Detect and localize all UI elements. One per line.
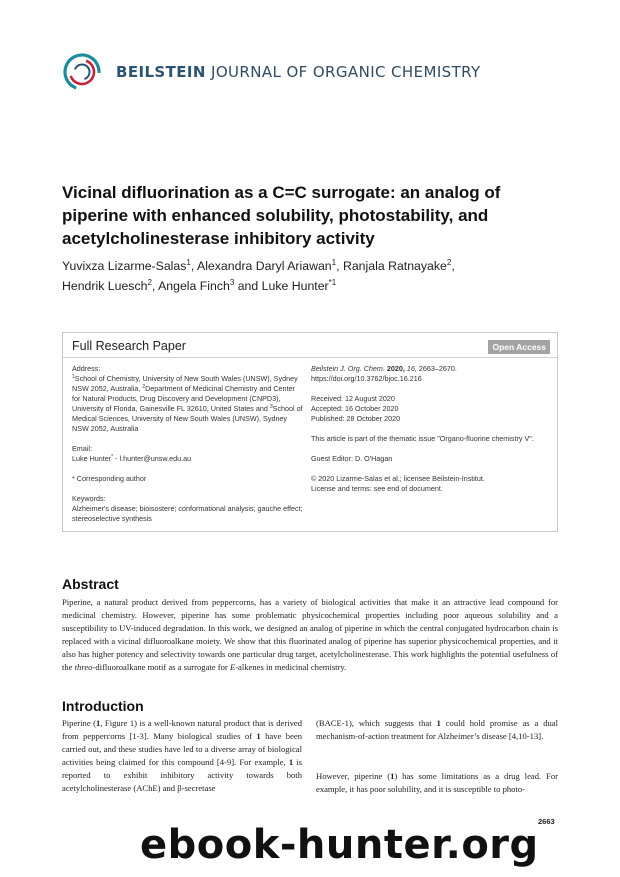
author-affiliation: 3 (229, 278, 235, 287)
intro-text-part: ) has some limitations as a drug lead. For example, it has poor solubility, and it is susceptible to photo- (316, 771, 558, 794)
compound-ref: 1 (96, 718, 101, 728)
author-name: Yuvixza Lizarme-Salas (62, 259, 187, 273)
author-separator: , (190, 259, 197, 273)
citation-year: 2020, (386, 364, 405, 373)
affiliation-marker: 3 (269, 404, 273, 410)
author-affiliation: 2 (147, 278, 152, 287)
introduction-right-column-p2 (316, 770, 558, 796)
author-affiliation: 1 (331, 258, 337, 267)
info-left-column (72, 364, 304, 524)
page-number: 2663 (538, 817, 555, 826)
address-label: Address: (72, 364, 101, 373)
intro-text-part: (BACE-1), which suggests that (316, 718, 437, 728)
introduction-right-column-p1 (316, 717, 558, 743)
affiliation-text: School of Medical Sciences, University of New South Wales (UNSW), Sydney NSW 2052, Australia (72, 404, 303, 433)
affiliation-marker: 1 (72, 374, 75, 380)
email-address: - l.hunter@unsw.edu.au (113, 454, 192, 463)
author-affiliation: *1 (328, 278, 337, 287)
author-separator: , (451, 259, 455, 273)
license-line: License and terms: see end of document. (311, 484, 443, 493)
beilstein-logo-icon (62, 52, 102, 92)
intro-text-part: is reported to exhibit inhibitory activity towards both acetylcholinesterase (AChE) and β-secretase (62, 757, 302, 793)
email-label: Email: (72, 444, 92, 453)
compound-ref: 1 (256, 731, 261, 741)
published-date: Published: 28 October 2020 (311, 414, 401, 423)
author-affiliation: 1 (186, 258, 191, 267)
citation (311, 364, 553, 374)
article-info-box (62, 332, 558, 532)
affiliation-marker: 2 (142, 384, 146, 390)
article-type: Full Research Paper (72, 339, 186, 353)
accepted-date: Accepted: 16 October 2020 (311, 404, 399, 413)
abstract-text-part: -alkenes in medicinal chemistry. (235, 662, 347, 672)
thematic-issue-note: This article is part of the thematic issue "Organo-fluorine chemistry V". (311, 434, 534, 443)
address-text (72, 374, 304, 434)
abstract-heading: Abstract (62, 576, 119, 592)
intro-text-part: However, piperine ( (316, 771, 391, 781)
email-author: Luke Hunter (72, 454, 112, 463)
citation-journal: Beilstein J. Org. Chem. (311, 364, 385, 373)
email-line (72, 454, 304, 464)
journal-header (62, 52, 482, 90)
author-name: Luke Hunter (261, 279, 329, 293)
copyright-line: © 2020 Lizarme-Salas et al.; licensee Beilstein-Institut. (311, 474, 485, 483)
abstract-text-part: -difluoroalkane motif as a surrogate for (92, 662, 230, 672)
author-name: Ranjala Ratnayake (342, 259, 447, 273)
abstract-emphasis: E (229, 662, 236, 672)
affiliation-text: School of Chemistry, University of New South Wales (UNSW), Sydney NSW 2052, Australia, (72, 374, 298, 393)
intro-text-part: Piperine ( (62, 718, 96, 728)
info-right-column (311, 364, 553, 494)
citation-volume: 16, (406, 364, 417, 373)
intro-text-part: , Figure 1) is a well-known natural product that is derived from peppercorns [1-3]. Many biological studies of (62, 718, 303, 741)
author-name: Angela Finch (158, 279, 230, 293)
author-separator: and (234, 279, 262, 293)
abstract-emphasis: threo (74, 662, 93, 672)
journal-name (116, 63, 481, 81)
author-name: Hendrik Luesch (62, 279, 148, 293)
keywords-label: Keywords: (72, 494, 106, 503)
keywords-text: Alzheimer's disease; bioisostere; conformational analysis; gauche effect; stereoselective synthesis (72, 504, 303, 523)
intro-text-part: have been carried out, and these studies have led to a diverse array of biological activities being claimed for this compound [4-9]. For example, (62, 731, 303, 767)
article-title: Vicinal difluorination as a C=C surrogate: an analog of piperine with enhanced solubility, photostability, and acetylcholinesterase inhibitory activity (62, 183, 501, 248)
guest-editor: Guest Editor: D. O'Hagan (311, 454, 393, 463)
abstract-text (62, 596, 558, 674)
email-marker: * (111, 454, 114, 460)
info-box-divider (63, 357, 557, 358)
doi-link[interactable]: https://doi.org/10.3762/bjoc.16.216 (311, 374, 422, 383)
introduction-left-column (62, 717, 302, 795)
abstract-text-part: Piperine, a natural product derived from peppercorns, has a variety of biological activities that make it an attractive lead compound for medicinal chemistry. However, piperine has some problematic physicochemical properties including poor aqueous solubility and a susceptibility to UV-induced degradation. In this work, we designed an analog of piperine in which the central conjugated hydrocarbon chain is replaced with a vicinal difluoroalkane moiety. We show that this fluorinated analog of piperine has superior physicochemical properties, and it also has higher potency and selectivity towards one particular drug target, acetylcholinesterase. This work highlights the potential usefulness of the (62, 597, 558, 672)
author-affiliation: 2 (446, 258, 452, 267)
author-name: Alexandra Daryl Ariawan (197, 259, 332, 273)
compound-ref: 1 (390, 771, 395, 781)
journal-name-strong: BEILSTEIN (116, 63, 206, 81)
watermark: ebook-hunter.org (140, 822, 539, 868)
author-list (62, 256, 532, 296)
open-access-badge: Open Access (488, 340, 550, 354)
intro-text-part: could hold promise as a dual mechanism-of-action treatment for Alzheimer’s disease [4,10-13]. (316, 718, 558, 741)
received-date: Received: 12 August 2020 (311, 394, 395, 403)
introduction-heading: Introduction (62, 698, 144, 714)
author-separator: , (151, 279, 159, 293)
affiliation-text: Department of Medicinal Chemistry and Center for Natural Products, Drug Discovery and Development (CNPD3), University of Florida, Gainesville FL 32610, United States and (72, 384, 295, 413)
compound-ref: 1 (436, 718, 441, 728)
corresponding-author-note: * Corresponding author (72, 474, 147, 483)
journal-name-rest: JOURNAL OF ORGANIC CHEMISTRY (205, 63, 481, 81)
citation-pages: 2663–2670. (418, 364, 457, 373)
compound-ref: 1 (288, 757, 294, 767)
author-separator: , (336, 259, 343, 273)
